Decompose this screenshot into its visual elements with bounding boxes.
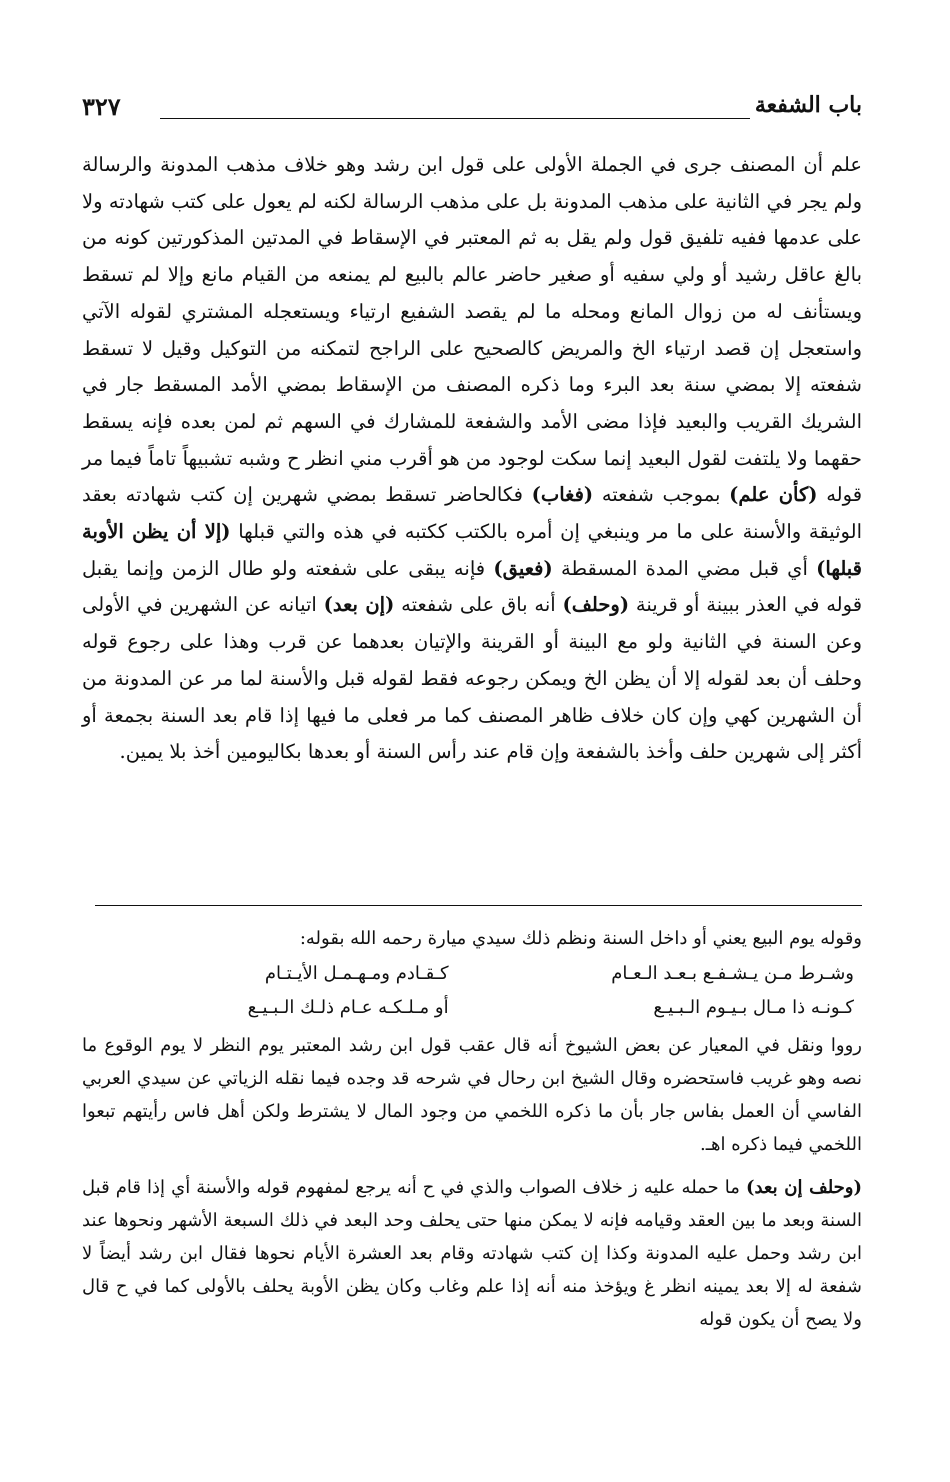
verse-line bbox=[82, 957, 862, 991]
text-run: فكالحاضر تسقط بمضي شهرين إن كتب شهادته بعقد الوثيقة والأسنة على ما مر وينبغي إن أمره بالكتب ككتبه في هذه والتي قبلها bbox=[82, 483, 862, 544]
footnote-separator bbox=[95, 905, 862, 906]
page-header bbox=[82, 92, 862, 128]
matn-quote: (فعيق) bbox=[493, 556, 553, 580]
verse-second-hemistich: أو مـلـكـه عـام ذلـك الـبـيـع bbox=[247, 997, 449, 1018]
text-run: فإنه يبقى على شفعته ولو طال الزمن وإنما يقبل قوله في العذر ببينة أو قرينة bbox=[82, 556, 863, 617]
main-text-block bbox=[82, 147, 862, 771]
text-run: أنه باق على شفعته bbox=[401, 593, 556, 617]
text-run: علم أن المصنف جرى في الجملة الأولى على قول ابن رشد وهو خلاف مذهب المدونة والرسالة ولم يجر في الثانية على مذهب المدونة بل على مذهب الرسالة لكنه لم يعول على كتب شهادته ولا على عدمها ففيه تلفيق قول ولم يقل به ثم المعتبر في الإسقاط في المدتين المذكورتين كونه من بالغ عاقل رشيد أو ولي سفيه أو صغير حاضر عالم بالبيع لم يمنعه من القيام مانع وإلا لم تسقط ويستأنف له من زوال المانع ومحله ما لم يقصد الشفيع ارتياء ويستعجله المشتري لقوله الآتي واستعجل إن قصد ارتياء الخ والمريض كالصحيح على الراجح لتمكنه من التوكيل وقيل لا تسقط شفعته إلا بمضي سنة بعد البرء وما ذكره المصنف من الإسقاط بمضي الأمد المسقط جار في الشريك القريب والبعيد فإذا مضى الأمد والشفعة للمشارك في السهم ثم لمن بعده فإنه يسقط حقهما ولا يلتفت لقول البعيد إنما سكت لوجود من هو أقرب مني انظر ح وشبه تشبيهاً تاماً فيما مر قوله bbox=[82, 153, 863, 507]
footnote-paragraph: وقوله يوم البيع يعني أو داخل السنة ونظم ذلك سيدي ميارة رحمه الله بقوله: bbox=[299, 928, 862, 949]
footnotes-block bbox=[82, 922, 862, 1336]
text-run: بموجب شفعته bbox=[601, 483, 721, 507]
matn-quote: (فغاب) bbox=[531, 483, 594, 507]
matn-quote: (وحلف إن بعد) bbox=[745, 1177, 862, 1198]
verse-second-hemistich: كـقـادم ومـهـمـل الأيـتـام bbox=[264, 963, 449, 984]
text-run: ما حمله عليه ز خلاف الصواب والذي في ح أنه يرجع لمفهوم قوله والأسنة أي إذا قام قبل السنة وبعد ما بين العقد وقيامه فإنه لا يمكن منها حتى يحلف وحد البعد في ذلك السبعة الأشهر ونحوها عند ابن رشد وحمل عليه المدونة وكذا إن كتب شهادته وقام بعد العشرة الأيام نحوها فقال ابن رشد أيضاً لا شفعة له إلا بعد يمينه انظر غ ويؤخذ منه أنه إذا علم وغاب وكان يظن الأوبة يحلف بالأولى كما في ح قال ولا يصح أن يكون قوله bbox=[82, 1177, 862, 1330]
matn-quote: (إن بعد) bbox=[323, 593, 395, 617]
footnote-paragraph bbox=[82, 1171, 862, 1336]
footnote-paragraph: رووا ونقل في المعيار عن بعض الشيوخ أنه قال عقب قول ابن رشد المعتبر يوم النظر لا يوم الوقوع ما نصه وهو غريب فاستحضره وقال الشيخ ابن رحال في شرحه قد وجده فيما نقله الزياتي عن سيدي العربي الفاسي أن العمل بفاس جار بأن ما ذكره اللخمي من وجود المال لا يشترط ولكن أهل فاس رأيتهم تبعوا اللخمي فيما ذكره اهـ. bbox=[82, 1035, 862, 1155]
matn-quote: (وحلف) bbox=[562, 593, 630, 617]
running-title: باب الشفعة bbox=[754, 92, 862, 118]
text-run: اتيانه عن الشهرين في الأولى وعن السنة في الثانية ولو مع البينة أو القرينة والإتيان بعدهما عن قرب وهذا على رجوع قوله وحلف أن بعد لقوله إلا أن يظن الخ ويمكن رجوعه فقط لقوله قبل والأسنة لما مر عن المدونة من أن الشهرين كهي وإن كان خلاف ظاهر المصنف كما مر فعلى ما فيها إذا قام بعد السنة بجمعة أو أكثر إلى شهرين حلف وأخذ بالشفعة وإن قام عند رأس السنة أو بعدها بكاليومين أخذ بلا يمين. bbox=[82, 593, 862, 764]
matn-quote: (إلا أن يظن الأوبة قبلها) bbox=[82, 520, 862, 580]
main-paragraph bbox=[82, 147, 862, 771]
verse-block bbox=[82, 957, 862, 1025]
matn-quote: (كأن علم) bbox=[729, 483, 818, 507]
verse-first-hemistich: كـونـه ذا مـال بـيـوم الـبـيـع bbox=[653, 997, 854, 1018]
verse-first-hemistich: وشـرط مـن يـشـفـع بـعـد الـعـام bbox=[611, 963, 854, 984]
text-run: أي قبل مضي المدة المسقطة bbox=[561, 556, 808, 580]
header-rule bbox=[160, 118, 750, 119]
verse-line bbox=[82, 991, 862, 1025]
page-number: ٣٢٧ bbox=[82, 92, 121, 121]
